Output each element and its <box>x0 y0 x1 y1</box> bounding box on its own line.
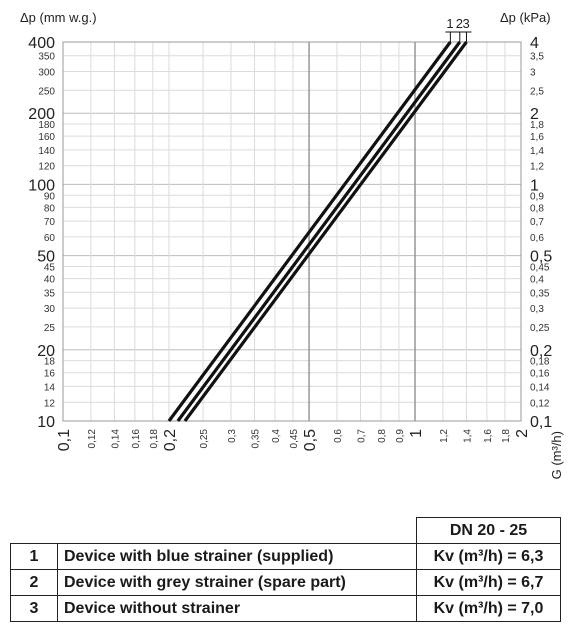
y-tick-label-left: 45 <box>43 262 55 274</box>
legend-row-number: 3 <box>11 596 58 622</box>
y-tick-label-right: 0,14 <box>530 382 550 394</box>
y-tick-label-right: 3 <box>530 67 536 79</box>
y-tick-label-left: 180 <box>38 120 55 132</box>
y-tick-label-right: 2,5 <box>530 86 544 98</box>
y-tick-label-left: 12 <box>43 398 55 410</box>
y-tick-label-left: 120 <box>38 161 55 173</box>
legend-table <box>10 517 561 622</box>
y-tick-label-left: 200 <box>28 106 55 124</box>
x-tick-label: 0,45 <box>288 429 300 449</box>
y-tick-label-left: 160 <box>38 132 55 144</box>
tick-labels <box>28 35 552 451</box>
y-tick-label-right: 1,6 <box>530 132 544 144</box>
y-tick-label-left: 70 <box>43 217 55 229</box>
y-tick-label-right: 0,4 <box>530 274 544 286</box>
y-tick-label-left: 20 <box>37 342 55 360</box>
x-axis-label: G (m³/h) <box>549 431 564 480</box>
plot-frame <box>63 42 521 421</box>
series-label-2: 2 <box>455 16 464 31</box>
x-tick-label: 1 <box>408 429 426 438</box>
x-tick-label: 0,18 <box>148 429 160 449</box>
legend-row-kv: Kv (m³/h) = 6,3 <box>417 544 561 570</box>
y-tick-label-right: 0,18 <box>530 356 550 368</box>
x-tick-label: 2 <box>514 429 531 438</box>
legend-row-number: 2 <box>11 570 58 596</box>
x-tick-label: 0,16 <box>130 429 142 449</box>
y-tick-label-right: 0,7 <box>530 217 544 229</box>
y-tick-label-right: 0,35 <box>530 288 550 300</box>
y-tick-label-left: 100 <box>28 177 55 195</box>
y-tick-label-right: 0,9 <box>530 191 544 203</box>
x-tick-label: 0,2 <box>161 429 179 452</box>
series-label-3: 3 <box>462 16 470 31</box>
y-tick-label-left: 16 <box>43 368 55 380</box>
series-label-1: 1 <box>446 16 454 31</box>
x-tick-label: 1,4 <box>462 429 474 443</box>
legend-row <box>11 570 561 596</box>
y-tick-label-left: 18 <box>43 356 55 368</box>
y-tick-label-right: 0,16 <box>530 368 550 380</box>
x-tick-label: 1,8 <box>500 429 512 443</box>
y-tick-label-right: 1,2 <box>530 161 544 173</box>
legend-row-description: Device with blue strainer (supplied) <box>58 544 417 570</box>
x-tick-label: 0,6 <box>332 429 344 443</box>
x-tick-label: 0,8 <box>376 429 388 443</box>
x-tick-label: 0,35 <box>250 429 262 449</box>
y-tick-label-right: 0,12 <box>530 398 550 410</box>
y-tick-label-right: 4 <box>530 35 539 52</box>
y-tick-label-left: 400 <box>28 35 55 52</box>
x-tick-label: 0,25 <box>199 429 211 449</box>
grid <box>63 42 521 421</box>
x-tick-label: 0,1 <box>56 429 73 452</box>
y-tick-label-left: 140 <box>38 145 55 157</box>
y-tick-label-left: 50 <box>37 248 55 266</box>
x-tick-label: 1,2 <box>438 429 450 443</box>
y-tick-label-left: 80 <box>43 203 55 215</box>
x-tick-label: 0,4 <box>270 429 282 443</box>
x-tick-label: 0,9 <box>394 429 406 443</box>
legend-row-kv: Kv (m³/h) = 7,0 <box>417 596 561 622</box>
y-tick-label-right: 0,3 <box>530 304 544 316</box>
x-tick-label: 0,5 <box>302 429 320 452</box>
y-tick-label-left: 14 <box>43 382 55 394</box>
y-tick-label-left: 90 <box>43 191 55 203</box>
y-tick-label-left: 35 <box>43 288 55 300</box>
y-tick-label-right: 0,6 <box>530 232 544 244</box>
y-tick-label-right: 0,45 <box>530 262 550 274</box>
series-line-2 <box>178 42 460 421</box>
y-tick-label-right: 0,8 <box>530 203 544 215</box>
legend-header: DN 20 - 25 <box>417 518 561 544</box>
legend-row <box>11 596 561 622</box>
legend-row-description: Device with grey strainer (spare part) <box>58 570 417 596</box>
legend-row-kv: Kv (m³/h) = 6,7 <box>417 570 561 596</box>
y-tick-label-right: 0,25 <box>530 322 550 334</box>
y-axis-label-right: Δp (kPa) <box>500 10 551 25</box>
x-tick-label: 1,6 <box>482 429 494 443</box>
y-tick-label-left: 10 <box>37 414 55 431</box>
series-line-3 <box>185 42 467 421</box>
y-tick-label-right: 0,5 <box>530 248 553 266</box>
y-tick-label-left: 40 <box>43 274 55 286</box>
legend-row-description: Device without strainer <box>58 596 417 622</box>
y-tick-label-right: 2 <box>530 106 539 124</box>
x-tick-label: 0,14 <box>110 429 122 449</box>
x-tick-label: 0,3 <box>226 429 238 443</box>
y-tick-label-left: 60 <box>43 232 55 244</box>
legend-row-number: 1 <box>11 544 58 570</box>
y-axis-label-left: Δp (mm w.g.) <box>20 10 97 25</box>
x-tick-label: 0,7 <box>356 429 368 443</box>
y-tick-label-right: 0,2 <box>530 342 553 360</box>
y-tick-label-left: 300 <box>38 67 55 79</box>
y-tick-label-right: 1,8 <box>530 120 544 132</box>
y-tick-label-left: 350 <box>38 51 55 63</box>
y-tick-label-right: 3,5 <box>530 51 544 63</box>
legend-header-row <box>11 518 561 544</box>
y-tick-label-right: 1,4 <box>530 145 544 157</box>
y-tick-label-right: 0,1 <box>530 414 553 431</box>
y-tick-label-right: 1 <box>530 177 539 195</box>
y-tick-label-left: 250 <box>38 86 55 98</box>
x-tick-label: 0,12 <box>86 429 98 449</box>
legend-row <box>11 544 561 570</box>
y-tick-label-left: 25 <box>43 322 55 334</box>
y-tick-label-left: 30 <box>43 304 55 316</box>
